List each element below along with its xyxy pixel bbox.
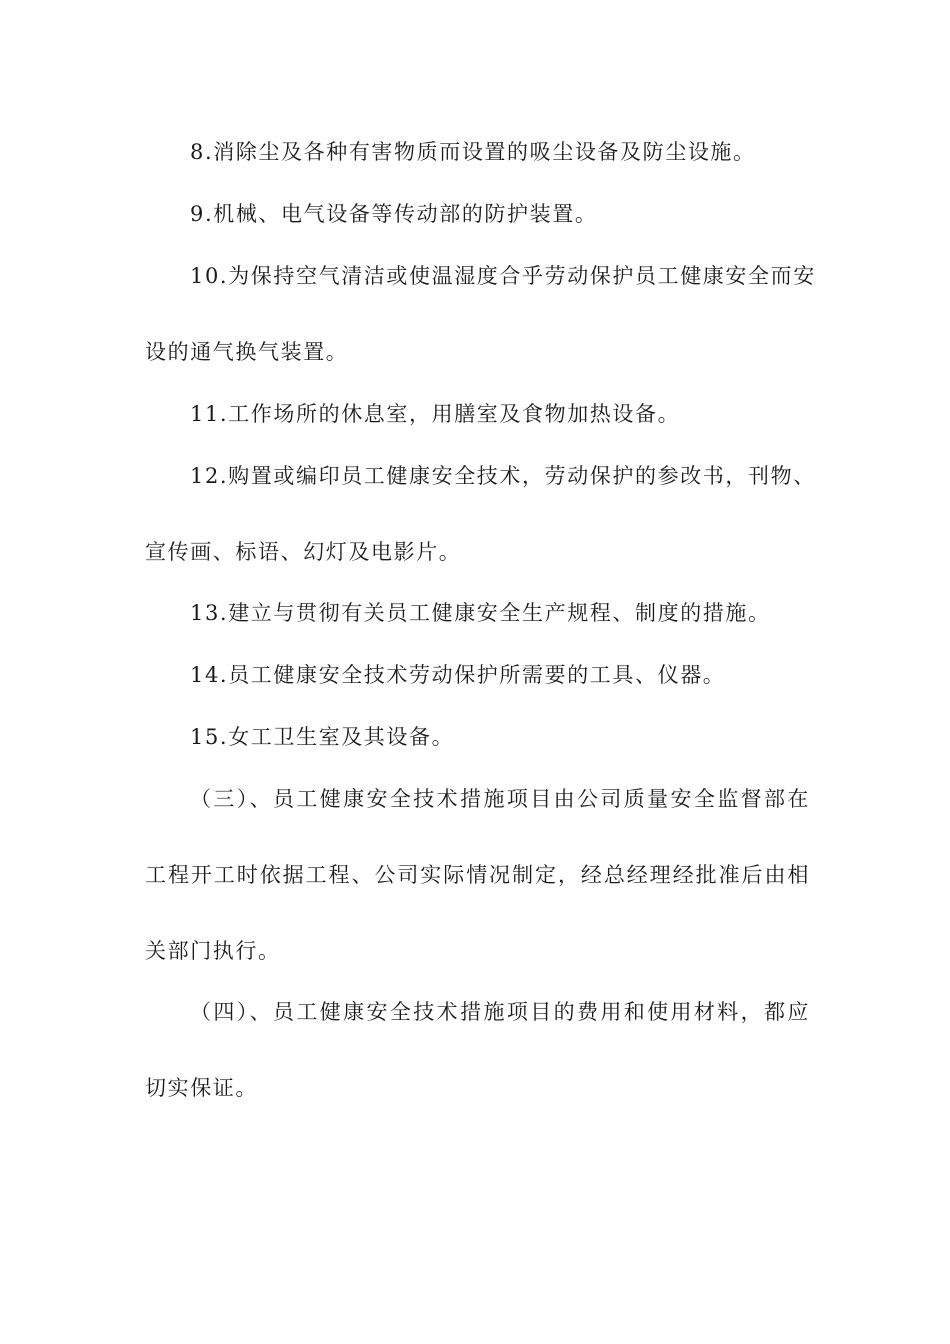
item-12-line-1: 12.购置或编印员工健康安全技术，劳动保护的参改书，刊物、	[190, 464, 816, 488]
section-4-line-2: 切实保证。	[145, 1076, 258, 1100]
item-14: 14.员工健康安全技术劳动保护所需要的工具、仪器。	[190, 663, 726, 687]
section-4-line-1: （四）、员工健康安全技术措施项目的费用和使用材料，都应	[190, 1000, 810, 1024]
item-8: 8.消除尘及各种有害物质而设置的吸尘设备及防尘设施。	[190, 140, 756, 164]
item-9: 9.机械、电气设备等传动部的防护装置。	[190, 202, 598, 226]
item-11: 11.工作场所的休息室，用膳室及食物加热设备。	[190, 402, 681, 426]
item-15: 15.女工卫生室及其设备。	[190, 725, 455, 749]
item-10-line-1: 10.为保持空气清洁或使温湿度合乎劳动保护员工健康安全而安	[190, 264, 816, 288]
item-12-line-2: 宣传画、标语、幻灯及电影片。	[145, 540, 462, 564]
section-3-line-3: 关部门执行。	[145, 939, 281, 963]
section-3-line-1: （三）、员工健康安全技术措施项目由公司质量安全监督部在	[190, 787, 810, 811]
item-10-line-2: 设的通气换气装置。	[145, 340, 349, 364]
item-13: 13.建立与贯彻有关员工健康安全生产规程、制度的措施。	[190, 601, 771, 625]
section-3-line-2: 工程开工时依据工程、公司实际情况制定，经总经理经批准后由相	[145, 863, 810, 887]
